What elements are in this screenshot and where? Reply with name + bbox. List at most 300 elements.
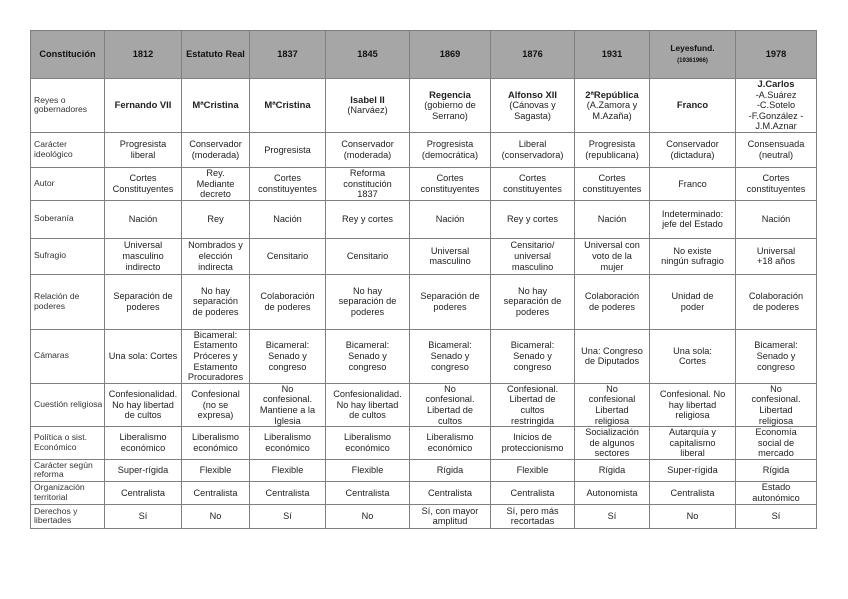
cell-text-line: congreso — [431, 361, 469, 372]
table-cell — [575, 79, 650, 133]
cell-text-line: Bicameral: — [428, 340, 472, 351]
column-header — [736, 31, 817, 79]
cell-text-line: Flexible — [351, 465, 384, 476]
cell-text-line: Censitario — [346, 250, 389, 261]
cell-text-line: Colaboración — [260, 291, 315, 302]
cell-text-line: de cultos — [349, 410, 386, 421]
cell-text-line: Nación — [761, 213, 791, 224]
cell-text-line: Centralista — [510, 487, 555, 498]
cell-text-line: económico — [120, 442, 166, 453]
table-cell — [182, 238, 250, 274]
table-cell — [575, 504, 650, 528]
cell-text-line: Rey — [207, 213, 224, 224]
cell-text-line: (moderada) — [343, 149, 392, 160]
header-row — [31, 31, 817, 79]
table-cell — [736, 329, 817, 383]
cell-text-line: indirecta — [198, 261, 233, 272]
table-cell — [250, 329, 326, 383]
cell-text-line: constituyentes — [503, 183, 562, 194]
table-cell — [736, 481, 817, 504]
constitutions-comparison-table — [30, 30, 817, 529]
cell-text-line: Progresista — [426, 139, 474, 150]
cell-text-line: (republicana) — [585, 149, 639, 160]
cell-text-line: No — [686, 511, 699, 522]
cell-text-line: (conservadora) — [501, 149, 564, 160]
table-cell — [575, 238, 650, 274]
table-cell — [105, 167, 182, 200]
table-cell — [250, 274, 326, 329]
table-cell — [491, 132, 575, 167]
row-header — [31, 504, 105, 528]
cell-text-line: Confesionalidad. — [333, 389, 402, 400]
table-cell — [491, 238, 575, 274]
table-cell — [105, 383, 182, 426]
cell-text-line: ningún sufragio — [661, 256, 724, 267]
table-row — [31, 167, 817, 200]
table-cell — [105, 427, 182, 460]
table-cell — [182, 167, 250, 200]
table-cell — [182, 132, 250, 167]
cell-text-line: constituyentes — [258, 183, 317, 194]
table-cell — [326, 329, 410, 383]
cell-text-line: separación — [193, 296, 238, 307]
table-cell — [410, 383, 491, 426]
cell-text-line: Cortes — [518, 173, 547, 184]
cell-text-line: Sí, con mayor — [421, 505, 479, 516]
table-cell — [250, 167, 326, 200]
cell-text-line: Centralista — [193, 487, 238, 498]
column-header-label: 1812 — [132, 49, 154, 60]
cell-text-line: recortadas — [510, 516, 555, 527]
cell-text-line: congreso — [348, 361, 387, 372]
cell-text-line: Cortes — [762, 173, 790, 184]
cell-text-line: Confesional. No — [659, 389, 726, 400]
cell-text-line: Franco — [678, 178, 707, 189]
row-header — [31, 329, 105, 383]
cell-text-line: Una: Congreso — [581, 345, 643, 356]
table-cell — [491, 274, 575, 329]
cell-text-line: Centralista — [428, 487, 472, 498]
cell-text-line: Universal — [756, 245, 796, 256]
cell-text-line: de poderes — [589, 301, 635, 312]
cell-text-line: Liberalismo — [426, 432, 474, 443]
cell-text-line: Sí — [607, 511, 617, 522]
row-header-label: Política o sist. Económico — [34, 432, 88, 452]
cell-text-line: No — [770, 383, 782, 394]
table-cell — [410, 329, 491, 383]
cell-text-line: congreso — [513, 361, 552, 372]
cell-text-line: confesional. — [425, 394, 475, 405]
table-cell — [650, 200, 736, 238]
cell-text-line: Nación — [273, 213, 302, 224]
cell-text-line: autonómico — [752, 492, 800, 503]
table-cell — [182, 504, 250, 528]
table-row — [31, 200, 817, 238]
cell-text-line: Cortes — [129, 173, 157, 184]
cell-text-line: Estamento — [193, 361, 238, 372]
cell-text-line: Conservador — [666, 139, 719, 150]
cell-text-line: Nombrados y — [188, 240, 243, 251]
table-cell — [650, 274, 736, 329]
table-cell — [736, 383, 817, 426]
cell-text-line: constitución — [343, 178, 392, 189]
cell-text-line: Super-rígida — [117, 465, 169, 476]
table-cell — [650, 329, 736, 383]
cell-text-line: Estamento — [193, 340, 238, 351]
cell-text-line: Senado y — [430, 350, 470, 361]
cell-text-line: sectores — [594, 448, 630, 459]
cell-text-line: de poderes — [192, 307, 239, 318]
column-header — [650, 31, 736, 79]
cell-text-line: indirecto — [125, 261, 161, 272]
cell-text-line: No — [606, 383, 618, 394]
table-cell — [491, 459, 575, 481]
row-header-label: Carácter según reforma — [34, 459, 93, 480]
cell-text-line: Sagasta) — [514, 110, 551, 121]
cell-text-line: masculino — [122, 250, 164, 261]
table-row — [31, 459, 817, 481]
table-cell — [575, 132, 650, 167]
cell-text-line: Centralista — [670, 487, 715, 498]
cell-text-line: confesional. — [262, 394, 313, 405]
column-header-label: 1837 — [277, 49, 298, 60]
table-cell — [491, 504, 575, 528]
table-cell — [575, 329, 650, 383]
cell-text-line: voto de la — [592, 250, 632, 261]
cell-text-line: Rey y cortes — [506, 213, 559, 224]
column-header-label: Constitución — [39, 49, 96, 60]
cell-text-line: restringida — [511, 415, 554, 426]
row-header-label: Reyes o gobernadores — [34, 94, 88, 115]
cell-text-line: Senado y — [756, 350, 796, 361]
cell-text-line: Universal — [123, 240, 163, 251]
cell-text-line: Universal — [430, 245, 470, 256]
table-cell — [182, 481, 250, 504]
row-header-label: Autor — [34, 178, 55, 189]
cell-text-line: congreso — [268, 361, 307, 372]
cell-text-line: Rey y cortes — [341, 213, 394, 224]
cell-text-line: Libertad de — [427, 404, 473, 415]
cell-text-line: poderes — [126, 301, 160, 312]
cell-text-line: poderes — [350, 307, 385, 318]
table-cell — [410, 132, 491, 167]
row-header — [31, 200, 105, 238]
column-header — [410, 31, 491, 79]
cell-text-line: Progresista — [264, 144, 311, 155]
cell-text-line: Bicameral: — [193, 329, 238, 340]
cell-text-line: decreto — [200, 189, 231, 200]
table-cell — [736, 79, 817, 133]
cell-text-line: mercado — [758, 448, 794, 459]
row-header-label: Relación de poderes — [34, 291, 80, 311]
column-header — [105, 31, 182, 79]
row-header — [31, 383, 105, 426]
cell-text-line: de algunos — [589, 437, 635, 448]
cell-text-line: de cultos — [124, 410, 162, 421]
cell-bold-text: 2ªRepública — [585, 88, 639, 100]
cell-text-line: Flexible — [516, 465, 549, 476]
table-cell — [650, 79, 736, 133]
column-header-label: 1869 — [439, 49, 461, 60]
row-header — [31, 481, 105, 504]
table-cell — [105, 481, 182, 504]
table-cell — [410, 167, 491, 200]
cell-text-line: Cortes — [678, 356, 707, 367]
table-cell — [326, 383, 410, 426]
cell-text-line: Rígida — [436, 465, 464, 476]
cell-text-line: No existe — [673, 245, 712, 256]
table-cell — [182, 274, 250, 329]
cell-bold-text: MªCristina — [264, 99, 311, 111]
column-header — [182, 31, 250, 79]
cell-text-line: expresa) — [197, 410, 234, 421]
table-cell — [326, 427, 410, 460]
cell-text-line: (A.Zamora y — [586, 100, 638, 111]
column-header-label: 1931 — [601, 49, 623, 60]
cell-text-line: elección — [198, 250, 233, 261]
table-cell — [105, 132, 182, 167]
table-cell — [575, 274, 650, 329]
cell-text-line: económico — [265, 442, 310, 453]
cell-text-line: Liberalismo — [344, 432, 391, 443]
cell-text-line: hay libertad — [668, 399, 717, 410]
cell-text-line: Sí — [771, 511, 781, 522]
column-header-sublabel: (19361966) — [677, 57, 708, 64]
table-cell — [182, 427, 250, 460]
cell-text-line: social de — [757, 437, 795, 448]
table-cell — [736, 459, 817, 481]
cell-text-line: (Cánovas y — [509, 100, 556, 111]
cell-text-line: -A.Suárez — [755, 89, 797, 100]
table-cell — [326, 481, 410, 504]
cell-text-line: Sí, pero más — [506, 505, 559, 516]
cell-text-line: Colaboración — [584, 291, 640, 302]
cell-text-line: Rey. — [206, 167, 225, 178]
cell-text-line: Bicameral: — [510, 340, 555, 351]
table-cell — [105, 200, 182, 238]
constitutions-comparison-table-wrapper — [30, 30, 816, 529]
table-row — [31, 132, 817, 167]
table-cell — [575, 383, 650, 426]
table-cell — [575, 459, 650, 481]
cell-text-line: Liberalismo — [119, 432, 167, 443]
cell-text-line: (democrática) — [421, 149, 479, 160]
table-body — [31, 79, 817, 529]
cell-text-line: constituyentes — [420, 183, 480, 194]
cell-text-line: Estado — [761, 482, 791, 493]
cell-text-line: capitalismo — [669, 437, 716, 448]
cell-text-line: Censitario — [266, 250, 309, 261]
cell-text-line: Constituyentes — [112, 183, 174, 194]
cell-text-line: Bicameral: — [265, 340, 310, 351]
table-cell — [182, 383, 250, 426]
cell-text-line: de poderes — [753, 301, 799, 312]
table-cell — [326, 459, 410, 481]
table-cell — [736, 427, 817, 460]
table-cell — [326, 132, 410, 167]
table-cell — [105, 79, 182, 133]
table-cell — [326, 167, 410, 200]
cell-text-line: Libertad — [595, 404, 629, 415]
table-cell — [410, 504, 491, 528]
cell-text-line: mujer — [600, 261, 624, 272]
table-cell — [182, 79, 250, 133]
row-header — [31, 132, 105, 167]
cell-text-line: Flexible — [199, 465, 232, 476]
table-cell — [650, 459, 736, 481]
cell-text-line: Nación — [435, 213, 465, 224]
cell-text-line: No hay — [352, 285, 383, 296]
table-cell — [736, 504, 817, 528]
cell-text-line: No — [361, 511, 374, 522]
cell-text-line: Separación de — [420, 291, 480, 302]
table-cell — [575, 167, 650, 200]
table-cell — [575, 427, 650, 460]
table-row — [31, 238, 817, 274]
row-header-label: Sufragio — [34, 250, 67, 261]
cell-text-line: Conservador — [189, 139, 242, 150]
table-row — [31, 427, 817, 460]
cell-bold-text: J.Carlos — [757, 78, 795, 89]
cell-text-line: separación de — [503, 296, 562, 307]
table-cell — [650, 383, 736, 426]
table-cell — [410, 274, 491, 329]
cell-text-line: Rígida — [598, 465, 626, 476]
row-header-label: Soberanía — [34, 213, 74, 224]
row-header-label: Carácter ideológico — [34, 139, 73, 159]
row-header-label: Cámaras — [34, 350, 69, 361]
table-cell — [326, 504, 410, 528]
table-cell — [736, 274, 817, 329]
cell-text-line: Iglesia — [274, 415, 301, 426]
cell-text-line: confesional — [588, 394, 636, 405]
cell-text-line: Liberalismo — [192, 432, 239, 443]
row-header — [31, 167, 105, 200]
cell-text-line: Censitario/ — [510, 240, 555, 251]
cell-text-line: Centralista — [345, 487, 390, 498]
cell-text-line: Libertad de — [509, 394, 556, 405]
column-header-label: Leyesfund. — [670, 42, 715, 53]
cell-text-line: 1837 — [357, 189, 378, 200]
cell-text-line: de Diputados — [584, 356, 640, 367]
cell-text-line: Liberalismo — [264, 432, 311, 443]
table-cell — [736, 132, 817, 167]
table-cell — [650, 167, 736, 200]
table-cell — [491, 167, 575, 200]
cell-text-line: -C.Sotelo — [756, 100, 796, 111]
cell-text-line: No hay — [200, 285, 231, 296]
cell-text-line: económico — [193, 442, 238, 453]
cell-text-line: de poderes — [264, 301, 311, 312]
cell-text-line: Progresista — [588, 139, 636, 150]
cell-text-line: Nación — [128, 213, 158, 224]
cell-text-line: cultos — [437, 415, 462, 426]
cell-text-line: -F.González - — [748, 110, 804, 121]
cell-text-line: Cortes — [598, 173, 626, 184]
cell-text-line: Sí — [283, 511, 292, 522]
cell-text-line: Progresista — [119, 139, 167, 150]
cell-text-line: Nación — [597, 213, 627, 224]
column-header — [575, 31, 650, 79]
cell-text-line: religiosa — [594, 415, 630, 426]
table-cell — [410, 200, 491, 238]
cell-text-line: poderes — [515, 307, 550, 318]
table-cell — [410, 459, 491, 481]
cell-text-line: congreso — [757, 361, 795, 372]
table-cell — [182, 200, 250, 238]
cell-text-line: liberal — [680, 448, 705, 459]
row-header — [31, 459, 105, 481]
cell-text-line: cultos — [520, 404, 545, 415]
cell-text-line: poder — [680, 301, 705, 312]
table-cell — [105, 504, 182, 528]
table-row — [31, 504, 817, 528]
cell-text-line: amplitud — [432, 516, 468, 527]
table-cell — [250, 504, 326, 528]
cell-bold-text: MªCristina — [192, 99, 239, 111]
cell-text-line: Senado y — [513, 350, 552, 361]
cell-text-line: liberal — [130, 149, 156, 160]
cell-text-line: Bicameral: — [345, 340, 390, 351]
cell-text-line: masculino — [511, 261, 554, 272]
cell-bold-text: Regencia — [429, 88, 471, 100]
cell-text-line: Centralista — [265, 487, 310, 498]
row-header-label: Derechos y libertades — [34, 505, 78, 526]
table-cell — [410, 238, 491, 274]
cell-bold-text: Isabel II — [350, 93, 385, 105]
table-cell — [326, 238, 410, 274]
cell-text-line: Consensuada — [747, 139, 805, 150]
cell-text-line: No hay libertad — [336, 399, 399, 410]
cell-text-line: Confesionalidad. — [108, 389, 178, 400]
cell-text-line: (moderada) — [191, 149, 240, 160]
table-cell — [736, 167, 817, 200]
row-header — [31, 79, 105, 133]
table-cell — [650, 238, 736, 274]
table-cell — [410, 79, 491, 133]
cell-text-line: Centralista — [121, 487, 165, 498]
table-cell — [250, 200, 326, 238]
column-header-label: 1876 — [522, 49, 543, 60]
table-cell — [250, 459, 326, 481]
cell-text-line: Colaboración — [748, 291, 804, 302]
cell-text-line: Unidad de — [671, 291, 714, 302]
table-cell — [250, 79, 326, 133]
row-header — [31, 238, 105, 274]
cell-text-line: No — [444, 383, 456, 394]
cell-text-line: Super-rígida — [667, 465, 718, 476]
column-header — [326, 31, 410, 79]
cell-text-line: Sí — [138, 511, 148, 522]
table-row — [31, 481, 817, 504]
table-cell — [736, 238, 817, 274]
table-cell — [105, 329, 182, 383]
cell-text-line: Separación de — [113, 291, 173, 302]
cell-text-line: jefe del Estado — [662, 219, 723, 230]
table-cell — [650, 132, 736, 167]
cell-text-line: (Narváez) — [347, 105, 388, 116]
cell-bold-text: Fernando VII — [114, 99, 172, 111]
cell-text-line: Mantiene a la — [259, 404, 316, 415]
cell-text-line: Autarquía y — [669, 427, 716, 438]
table-cell — [250, 481, 326, 504]
column-header-label: 1978 — [765, 49, 787, 60]
column-header-label: 1845 — [357, 49, 378, 60]
table-header — [31, 31, 817, 79]
cell-text-line: Rígida — [762, 465, 790, 476]
table-cell — [182, 459, 250, 481]
cell-text-line: Liberal — [518, 139, 547, 150]
